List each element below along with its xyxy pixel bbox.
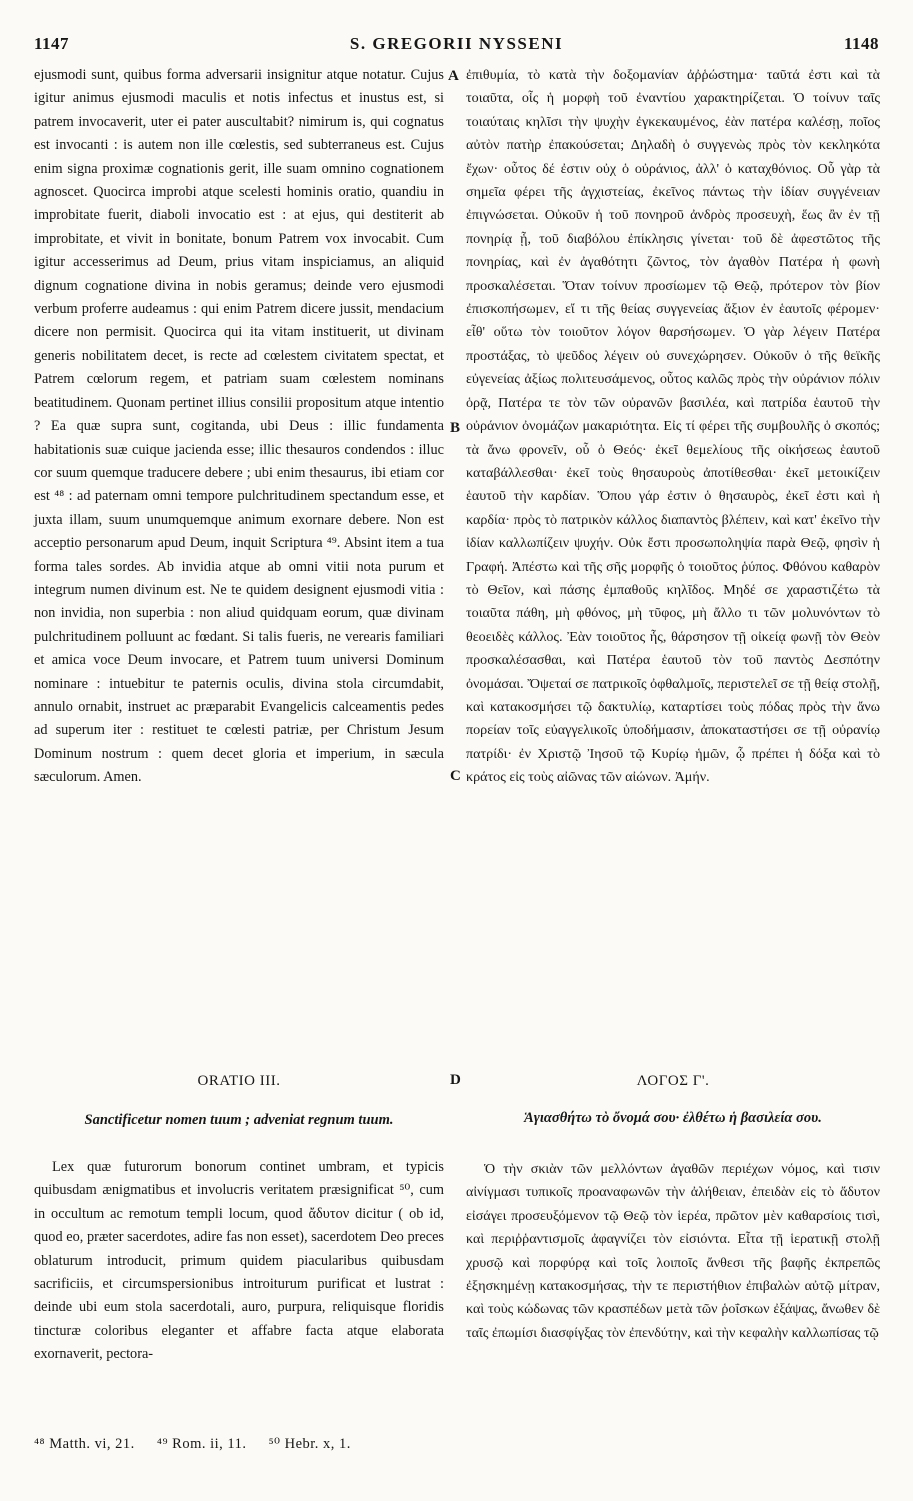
latin-column-top [34, 64, 444, 790]
margin-marker-b: B [450, 420, 461, 436]
subtitle-latin: Sanctificetur nomen tuum ; adveniat regnum tuum. [84, 1112, 394, 1128]
oration-heading-greek: ΛΟΓΟΣ Γ'. [636, 1073, 710, 1089]
greek-column-bottom [466, 1158, 880, 1345]
footnote: ⁵⁰ Hebr. x, 1. [268, 1436, 351, 1452]
greek-paragraph: Ὁ τὴν σκιὰν τῶν μελλόντων ἀγαθῶν περιέχων νόμος, καὶ τισιν αἰνίγμασι τυπικοῖς προαναφωνῶν τὴν ἀλήθειαν, ἐπειδὰν εἰς τὸ ἄδυτον εἰσάγει προσευξόμενον τῷ Θεῷ τὸν ἱερέα, πρῶτον μὲν καθαρσίοις τισὶ, καὶ περιῤῥαντισμοῖς ἀφαγνίζει τὸν εἰσιόντα. Εἶτα τῇ ἱερατικῇ στολῇ χρυσῷ καὶ πορφύρᾳ καὶ τοῖς λοιποῖς ἄνθεσι τῆς βαφῆς ἐκπρεπῶς ἐξησκημένῃ κατακοσμήσας, τὴν τε περιστήθιον ἐπιβαλὼν αὐτῷ μίτραν, καὶ τοὺς κώδωνας τῶν κρασπέδων μετὰ τῶν ῥοΐσκων ἐξάψας, ἄνωθεν δὲ ταῖς ἐπωμίσι διασφίγξας τὸν ἐπενδύτην, καὶ τὴν κεφαλὴν καλλωπίσας τῷ [466, 1161, 880, 1341]
page-number-left: 1147 [34, 34, 70, 53]
greek-paragraph: ἐπιθυμία, τὸ κατὰ τὴν δοξομανίαν ἀῤῥώστημα· ταῦτά ἐστι καὶ τὰ τοιαῦτα, οἷς ἡ μορφὴ τοῦ ἐναντίου χαρακτηρίζεται. Ὁ τοίνυν ταῖς τοιαύταις κηλῖσι τὴν ψυχὴν ἐγκεκαυμένος, ἐὰν πατέρα καλέσῃ, ποῖος αὐτὸν πατὴρ ἐπακούσεται; Δηλαδὴ ὁ συγγενὼς πρὸς τὸν κεκληκότα ἔχων· οὗτος δέ ἐστιν οὐχ ὁ οὐράνιος, ἀλλ' ὁ καταχθόνιος. Οὗ γὰρ τὰ σημεῖα φέρει τῆς ἀγχιστείας, ἐκεῖνος πάντως τὴν ἰδίαν συγγένειαν ἐπιγνώσεται. Οὐκοῦν ἡ τοῦ πονηροῦ ἀνδρὸς προσευχὴ, ἕως ἂν ἐν τῇ πονηρίᾳ ᾖ, τοῦ διαβόλου ἐπίκλησις γίνεται· τοῦ δὲ ἀφεστῶτος τῆς πονηρίας, καὶ ἐν ἀγαθότητι ζῶντος, τὸν ἀγαθὸν Πατέρα ἡ φωνὴ προσκαλέσεται. Ὅταν τοίνυν προσίωμεν τῷ Θεῷ, πρότερον τὸν βίον ἐπισκοπήσωμεν, εἴ τι τῆς θείας συγγενείας ἄξιον ἐν ἑαυτοῖς φέρομεν· εἶθ' οὕτω τὸν τοιοῦτον λόγον θαρσήσωμεν. Ὁ γὰρ λέγειν Πατέρα προστάξας, τὸ ψεῦδος λέγειν οὐ συνεχώρησεν. Οὐκοῦν ὁ τῆς θεϊκῆς εὐγενείας ἀξίως πολιτευσάμενος, οὗτος καλῶς πρὸς τὴν οὐράνιον πόλιν ὁρᾷ, Πατέρα τε τὸν τῶν οὐρανῶν βασιλέα, καὶ πατρίδα ἑαυτοῦ τὴν οὐράνιον ὀνομάζων μακαριότητα. Εἰς τί φέρει τῆς συμβουλῆς ὁ σκοπός; τὰ ἄνω φρονεῖν, οὗ ὁ Θεός· ἐκεῖ θεμελίους τῆς οἰκήσεως ἑαυτοῦ καταβάλλεσθαι· ἐκεῖ τοὺς θησαυροὺς ἀποτίθεσθαι· ἐκεῖ μετοικίζειν ἑαυτοῦ τὴν καρδίαν. Ὅπου γάρ ἐστιν ὁ θησαυρὸς, ἐκεῖ ἐστι καὶ ἡ καρδία· πρὸς τὸ πατρικὸν κάλλος διαπαντὸς βλέπειν, καὶ κατ' ἐκεῖνο τὴν ἰδίαν καλλωπίζειν ψυχήν. Οὐκ ἔστι προσωποληψία παρὰ Θεῷ, φησὶν ἡ Γραφή. Ἀπέστω καὶ τῆς σῆς μορφῆς ὁ τοιοῦτος ῥύπος. Φθόνου καθαρὸν τὸ Θεῖον, καὶ πάσης ἐμπαθοῦς κηλῖδος. Μηδέ σε χαραστιζέτω τὰ τοιαῦτα πάθη, μὴ φθόνος, μὴ τῦφος, μὴ ἄλλο τι τῶν μολυνόντων τὸ θεοειδὲς κάλλος. Ἐὰν τοιοῦτος ἦς, θάρσησον τῇ οἰκείᾳ φωνῇ τὸν Θεὸν προσκαλέσασθαι, καὶ Πατέρα ἑαυτοῦ τὸν τοῦ παντὸς Δεσπότην ὀνομάσαι. Ὄψεταί σε πατρικοῖς ὀφθαλμοῖς, περιστελεῖ σε τῇ θείᾳ στολῇ, καὶ κατακοσμήσει τῷ δακτυλίῳ, καταρτίσει τοὺς πόδας πρὸς τὴν ἄνω πορείαν τοῖς εὐαγγελικοῖς ὑποδήμασιν, ἀποκαταστήσει σε τῇ οὐρανίῳ πατρίδι· ἐν Χριστῷ Ἰησοῦ τῷ Κυρίῳ ἡμῶν, ᾧ πρέπει ἡ δόξα καὶ τὸ κράτος εἰς τοὺς αἰῶνας τῶν αἰώνων. Ἀμήν. [466, 67, 880, 786]
running-title: S. GREGORII NYSSENI [349, 34, 564, 53]
footnote: ⁴⁸ Matth. vi, 21. [34, 1436, 135, 1452]
latin-paragraph: ejusmodi sunt, quibus forma adversarii insignitur atque notatur. Cujus igitur animus ejusmodi maculis et notis infectus et inustus est, si patrem invocaverit, uter ei pater auscultabit? nimirum is, qui cognatus est invocanti : is autem non ille cœlestis, sed subterraneus est. Cujus enim signa proximæ cognationis gerit, ille suam omnino cognationem agnoscet. Quocirca improbi atque scelesti hominis oratio, quandiu in improbitate fuerit, diaboli invocatio est : at ejus, qui destiterit ab improbitate, et vivit in bonitate, bonum Patrem vox invocabit. Cum igitur accesserimus ad Deum, prius vitam inspiciamus, an aliquid dignum cognatione divina in nobis geramus; deinde vero ejusmodi verbum proferre audeamus : qui enim Patrem dicere jussit, mendacium dicere non permisit. Quocirca qui ita vitam instituerit, ut divinam generis nobilitatem decet, is recte ad cœlestem civitatem spectat, et Patrem cœlorum regem, et patriam suam cœlestem nominans beatitudinem. Quonam pertinet illius consilii propositum atque intentio ? Ea quæ supra sunt, cogitanda, ubi Deus : illic fundamenta habitationis suæ cuique jacienda esse; illic thesauros condendos : illuc cor suum quemque traducere debere ; ubi enim thesaurus, ibi etiam cor est ⁴⁸ : ad paternam omni tempore pulchritudinem spectandum esse, et juxta illam, suum unumquemque animum exornare debere. Non est acceptio personarum apud Deum, inquit Scriptura ⁴⁹. Absint item a tua forma tales sordes. Ab invidia atque ab omni vitii nota purum et integrum numen divinum est. Ne te quidem designent ejusmodi vitia : non invidia, non superbia : non aliud quidquam eorum, quæ divinam pulchritudinem polluunt ac fœdant. Si talis fueris, ne verearis familiari et amica voce Deum invocare, et Patrem tuum universi Dominum nominare : intuebitur te paternis oculis, divina stola circumdabit, annulo ornabit, instruet ac præparabit Evangelicis calceamentis pedes ad superum iter : restituet te cœlesti patriæ, per Christum Jesum Dominum nostrum : quem decet gloria et imperium, in sæcula sæculorum. Amen. [34, 67, 444, 786]
footnote: ⁴⁹ Rom. ii, 11. [156, 1436, 247, 1452]
page-number-right: 1148 [843, 34, 879, 53]
margin-marker-a: A [448, 68, 459, 84]
margin-marker-c: C [450, 768, 461, 784]
margin-marker-d: D [450, 1072, 461, 1088]
footnotes [34, 1436, 880, 1453]
latin-paragraph: Lex quæ futurorum bonorum continet umbram, et typicis quibusdam ænigmatibus et involucris veritatem præsignificat ⁵⁰, cum in occultum ac remotum templi locum, quod ἄδυτον dicitur ( ob id, quod eo, præter sacerdotes, adire fas non esset), sacerdotem Deo preces oblaturum introducit, primum quidem piacularibus quibusdam sacrificiis, et circumspersionibus introiturum purificat et lustrat : deinde ubi eum stola sacerdotali, auro, purpura, reliquisque floridis tincturæ coloribus eleganter et affabre facta atque elaborata exornaverit, pectora- [34, 1159, 444, 1363]
latin-column-bottom [34, 1156, 444, 1367]
subtitle-greek: Ἁγιασθήτω τὸ ὄνομά σου· ἐλθέτω ἡ βασιλεία σου. [524, 1110, 822, 1126]
oration-heading-latin: ORATIO III. [197, 1073, 281, 1089]
greek-column-top [466, 64, 880, 790]
